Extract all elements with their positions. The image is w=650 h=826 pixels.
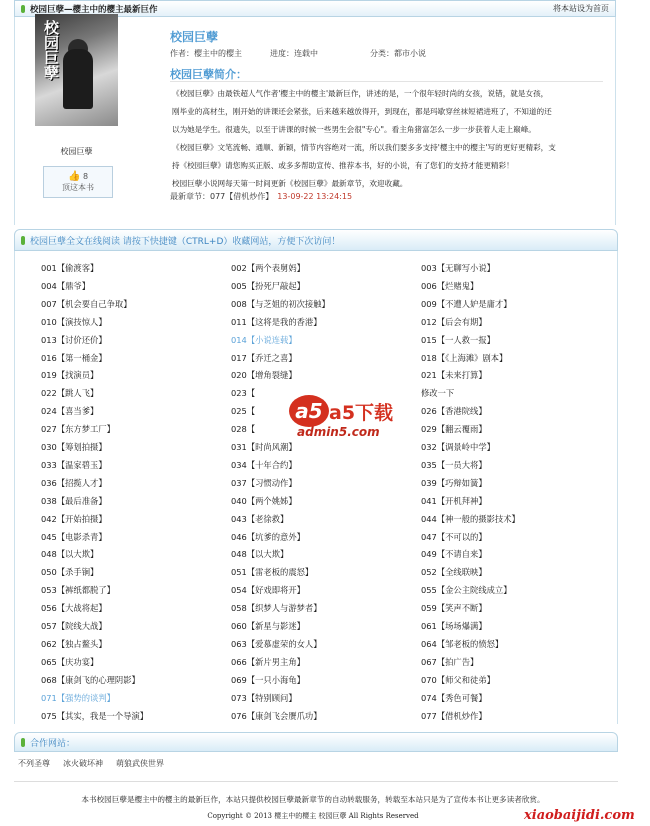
chapter-link[interactable]: 048【以大欺】 [41, 549, 99, 560]
chapter-link[interactable]: 060【新星与影迷】 [231, 621, 305, 631]
intro-line: 《校园巨孽》文笔流畅、通顺、新颖，情节内容绝对一流，所以我们要多多支持'樱主中的樱主'写的更好更精彩，支 [172, 143, 556, 152]
vote-count: 8 [82, 172, 89, 181]
chapter-link[interactable]: 058【织梦人与游梦者】 [231, 603, 322, 614]
chapter-link[interactable]: 012【后会有期】 [421, 316, 487, 327]
chapter-link[interactable]: 071【强势的谈判】 [41, 692, 115, 703]
chapter-link[interactable]: 006【烂赌鬼】 [421, 280, 479, 291]
watermark-logo [289, 395, 399, 443]
chapter-link[interactable]: 014【小说连载】 [231, 334, 297, 345]
chapter-link[interactable]: 070【师父和徒弟】 [421, 674, 495, 685]
cover-figure [63, 49, 93, 109]
chapter-link[interactable]: 016【第一桶金】 [41, 352, 107, 363]
chapter-link[interactable]: 029【翻云覆雨】 [421, 424, 487, 435]
chapter-link[interactable]: 066【新片男主角】 [231, 656, 305, 667]
latest-date: 13-09-22 13:24:15 [277, 192, 353, 201]
chapter-link[interactable]: 039【巧辩如簧】 [421, 477, 487, 488]
partner-link[interactable]: 不列圣尊 [18, 759, 50, 768]
chapter-link[interactable]: 031【时尚风潮】 [231, 442, 297, 452]
thumbs-up-icon: 👍 [67, 171, 81, 182]
chapter-link[interactable]: 045【电影杀青】 [41, 531, 107, 542]
chapter-link[interactable]: 004【鼎爷】 [41, 280, 91, 291]
chapter-link[interactable]: 076【康剑飞会赝爪功】 [231, 710, 322, 721]
chapter-link[interactable]: 007【机会要自己争取】 [41, 298, 132, 309]
chapter-link[interactable]: 074【秀色可餐】 [421, 692, 487, 703]
chapter-link[interactable]: 047【不可以的】 [421, 531, 487, 542]
set-homepage-link[interactable]: 将本站设为首页 [553, 4, 609, 13]
vote-button[interactable] [43, 166, 113, 198]
intro-line: 以为她是学生。很遗失，以至于讲课的时候一些男生会很"专心"。看主角猪富怎么一步一步获着人走上巅峰。 [172, 125, 536, 134]
book-progress: 进度：连载中 [270, 49, 318, 58]
book-cover-image[interactable] [35, 14, 118, 126]
chapter-link[interactable]: 003【无聊写小说】 [421, 263, 495, 273]
intro-line: 《校园巨孽》由最铁超人气作者'樱主中的樱主'最新巨作，讲述的是，一个很年轻时尚的女孩，说错，就是女孩， [172, 89, 549, 98]
chapter-link[interactable]: 046【坑爹的意外】 [231, 531, 305, 542]
cover-art-text: 校园巨孽 [42, 20, 60, 80]
catalog-header [14, 229, 618, 251]
bullet-icon [21, 738, 25, 747]
latest-chapter [170, 191, 352, 202]
chapter-link[interactable]: 026【香港院线】 [421, 406, 487, 417]
chapter-link[interactable]: 053【裤纸都脱了】 [41, 585, 115, 596]
partner-links [18, 758, 164, 769]
partners-header-text: 合作网站： [30, 738, 76, 749]
intro-title: 校园巨孽简介： [170, 68, 247, 81]
chapter-link[interactable]: 057【院线大战】 [41, 621, 107, 631]
chapter-link[interactable]: 073【特别顾问】 [231, 692, 297, 703]
chapter-link[interactable]: 042【开始拍摄】 [41, 513, 107, 524]
chapter-link[interactable]: 015【一人救一报】 [421, 334, 495, 345]
copyright: Copyright © 2013 樱主中的樱主 校园巨孽 All Rights Reserved [207, 812, 419, 820]
chapter-link[interactable]: 038【最后准备】 [41, 495, 107, 506]
chapter-link[interactable]: 011【这将是我的香港】 [231, 316, 322, 327]
chapter-link[interactable]: 020【增角裂缝】 [231, 370, 297, 381]
chapter-link[interactable]: 069【一只小海龟】 [231, 674, 305, 685]
chapter-link[interactable]: 032【调景岭中学】 [421, 442, 495, 452]
cover-caption: 校园巨孽 [60, 147, 93, 156]
chapter-link[interactable]: 033【温家碧玉】 [41, 459, 107, 470]
chapter-link[interactable]: 022【跳人飞】 [41, 388, 99, 399]
vote-label: 顶这本书 [62, 183, 94, 192]
chapter-link[interactable]: 034【十年合约】 [231, 459, 297, 470]
chapter-link[interactable]: 063【爱慕虚荣的女人】 [231, 638, 322, 649]
book-title: 校园巨孽 [170, 30, 219, 44]
chapter-link[interactable]: 037【习惯动作】 [231, 477, 297, 488]
partner-link[interactable]: 萌狼武侠世界 [116, 759, 164, 768]
chapter-link[interactable]: 048【以大欺】 [231, 549, 289, 560]
chapter-link[interactable]: 064【邹老板的愤怒】 [421, 638, 504, 649]
chapter-link[interactable]: 018【《上海滩》剧本】 [421, 352, 508, 363]
chapter-link[interactable]: 009【不遭人妒是庸才】 [421, 298, 512, 309]
chapter-link[interactable]: 024【喜当爹】 [41, 406, 99, 417]
chapter-link[interactable]: 065【庆功宴】 [41, 656, 99, 667]
chapter-link[interactable]: 008【与芝姐的初次接触】 [231, 298, 330, 309]
bullet-icon [21, 236, 25, 245]
chapter-link[interactable]: 043【老徐救】 [231, 513, 289, 524]
site-watermark: xiaobaijidi.com [524, 808, 635, 823]
chapter-link[interactable]: 044【神一般的摄影技术】 [421, 513, 520, 524]
watermark-domain: admin5.com [297, 425, 380, 439]
chapter-link[interactable]: 068【康剑飞的心理阴影】 [41, 674, 140, 685]
chapter-link[interactable]: 017【乔迁之喜】 [231, 352, 297, 363]
partner-link[interactable]: 冰火破坏神 [63, 759, 103, 768]
chapter-link[interactable]: 051【雷老板的震怒】 [231, 567, 314, 578]
intro-line: 持《校园巨孽》请您购买正版、或多多帮助宣传、推荐本书，好的小说，有了您们的支持才能更精彩！ [172, 161, 514, 170]
chapter-link[interactable]: 061【场场爆满】 [421, 621, 487, 631]
bullet-icon [21, 5, 25, 13]
divider [170, 81, 603, 82]
chapter-link[interactable]: 049【不请自来】 [421, 549, 487, 560]
chapter-link[interactable]: 041【开机拜神】 [421, 495, 487, 506]
chapter-link[interactable]: 075【其实，我是一个导演】 [41, 710, 149, 721]
chapter-link[interactable]: 023【 [231, 388, 256, 399]
chapter-link[interactable]: 019【找演员】 [41, 370, 99, 381]
watermark-brand: a5下载 [329, 402, 394, 424]
chapter-link[interactable]: 035【一员大将】 [421, 459, 487, 470]
chapter-link[interactable]: 001【偷渡客】 [41, 263, 99, 273]
book-author: 作者：樱主中的樱主 [170, 49, 242, 58]
chapter-link[interactable]: 027【东方梦工厂】 [41, 424, 115, 435]
chapter-link[interactable]: 056【大战将起】 [41, 603, 107, 614]
footer-divider [14, 781, 618, 782]
intro-line: 刚毕业的高材生，刚开始的讲课还会紧张，后来越来越放得开，到现在，都是玛歇穿丝袜短裙进班了，不知道的还 [172, 107, 552, 116]
page-title: 校园巨孽—樱主中的樱主最新巨作 [30, 4, 158, 15]
chapter-link[interactable]: 036【招揽人才】 [41, 477, 107, 488]
chapter-link[interactable]: 067【拍广告】 [421, 656, 479, 667]
book-category: 分类：都市小说 [370, 49, 426, 58]
chapter-link[interactable]: 010【演技惊人】 [41, 316, 107, 327]
chapter-link[interactable]: 040【两个姚姊】 [231, 495, 297, 506]
chapter-link[interactable]: 062【独占鳌头】 [41, 638, 107, 649]
intro-line: 校园巨孽小说网每天第一时间更新《校园巨孽》最新章节，欢迎收藏。 [172, 179, 408, 188]
chapter-link[interactable]: 059【笑声不断】 [421, 603, 487, 614]
chapter-link[interactable]: 052【全线联映】 [421, 567, 487, 578]
chapter-link[interactable]: 013【讨价还价】 [41, 334, 107, 345]
chapter-link[interactable]: 021【未来打算】 [421, 370, 487, 381]
latest-chapter-link[interactable]: 最新章节：077【借机炒作】 [170, 192, 274, 201]
chapter-link[interactable]: 028【 [231, 424, 256, 435]
chapter-link[interactable]: 005【扮死尸敲起】 [231, 280, 305, 291]
partners-header [14, 732, 618, 752]
chapter-link[interactable]: 修改一下 [421, 388, 455, 399]
a5-logo-icon: a5 [289, 395, 329, 427]
book-intro [172, 85, 612, 193]
footer-notice: 本书校园巨孽是樱主中的樱主的最新巨作，本站只提供校园巨孽最新章节的自动转载服务，转载至本站只是为了宣传本书让更多读者欣赏。 [81, 795, 545, 804]
chapter-link[interactable]: 077【借机炒作】 [421, 710, 487, 721]
chapter-link[interactable]: 030【筹划拍摄】 [41, 442, 107, 452]
chapter-link[interactable]: 054【好戏即将开】 [231, 585, 305, 596]
chapter-link[interactable]: 025【 [231, 406, 256, 417]
chapter-link[interactable]: 055【金公主院线成立】 [421, 585, 512, 596]
catalog-header-text: 校园巨孽全文在线阅读 请按下快捷键（CTRL+D）收藏网站，方便下次访问！ [30, 236, 341, 247]
book-meta [170, 48, 426, 59]
chapter-link[interactable]: 002【两个表舅妈】 [231, 263, 305, 273]
chapter-link[interactable]: 050【杀手锏】 [41, 567, 99, 578]
